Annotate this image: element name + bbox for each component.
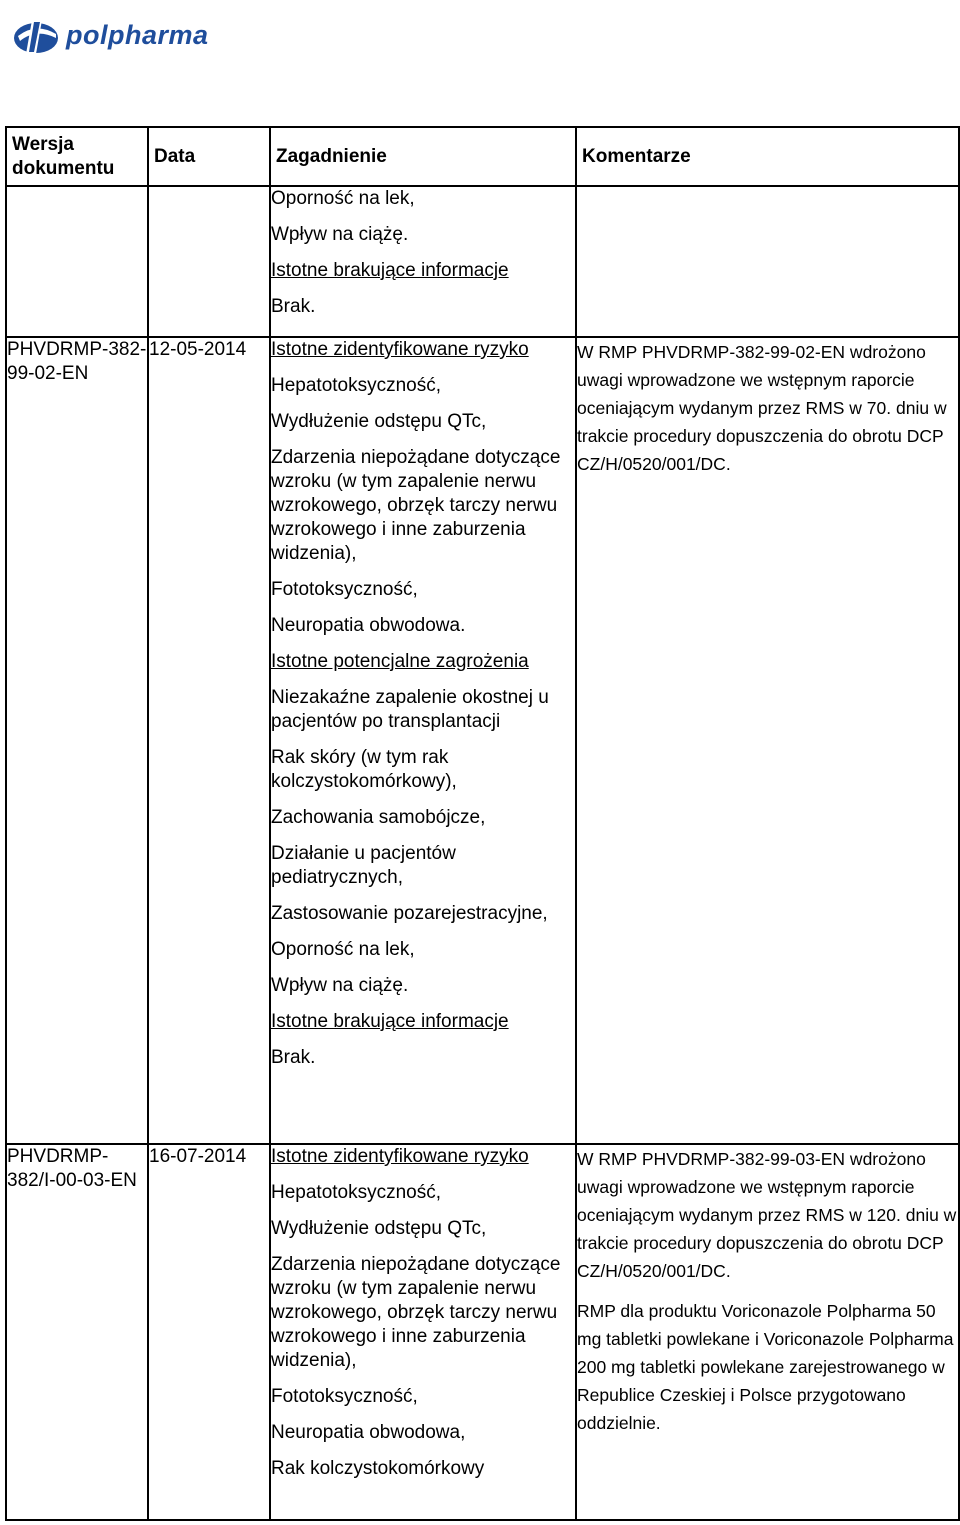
topic-heading: Istotne brakujące informacje <box>271 1011 509 1032</box>
date-cell: 12-05-2014 <box>148 337 270 1144</box>
topic-item: Zdarzenia niepożądane dotyczące wzroku (w tym zapalenie nerwu wzrokowego, obrzęk tarczy nerwu wzrokowego i inne zaburzenia widzenia), <box>271 1254 561 1371</box>
date-cell <box>148 186 270 337</box>
topic-item: Wpływ na ciążę. <box>271 975 409 996</box>
version-cell: PHVDRMP-382/I-00-03-EN <box>6 1144 148 1520</box>
topic-heading: Istotne potencjalne zagrożenia <box>271 651 529 672</box>
logo-text: polpharma <box>66 19 209 50</box>
company-logo <box>12 12 209 58</box>
table-row <box>6 186 959 337</box>
topic-item: Brak. <box>271 296 316 317</box>
version-cell <box>6 186 148 337</box>
table-row <box>6 1144 959 1520</box>
topic-item: Neuropatia obwodowa, <box>271 1422 466 1443</box>
topic-item: Niezakaźne zapalenie okostnej u pacjentów po transplantacji <box>271 687 549 732</box>
topic-item: Oporność na lek, <box>271 939 415 960</box>
topic-item: Rak kolczystokomórkowy <box>271 1458 485 1479</box>
topic-item: Oporność na lek, <box>271 188 415 209</box>
topic-heading: Istotne zidentyfikowane ryzyko <box>271 1146 529 1167</box>
header-version: Wersja dokumentu <box>6 127 148 186</box>
topic-item: Działanie u pacjentów pediatrycznych, <box>271 843 456 888</box>
polpharma-logo-icon <box>12 14 60 56</box>
comment-cell <box>576 186 959 337</box>
comment-text: W RMP PHVDRMP-382-99-03-EN wdrożono uwagi wprowadzone we wstępnym raporcie oceniającym wydanym przez RMS w 120. dniu w trakcie procedury dopuszczenia do obrotu DCP CZ/H/0520/001/DC. <box>577 1149 957 1281</box>
comment-cell <box>576 337 959 1144</box>
date-cell: 16-07-2014 <box>148 1144 270 1520</box>
topic-cell <box>270 337 576 1144</box>
header-topic: Zagadnienie <box>270 127 576 186</box>
table-row <box>6 337 959 1144</box>
topic-item: Zastosowanie pozarejestracyjne, <box>271 903 548 924</box>
topic-item: Zachowania samobójcze, <box>271 807 486 828</box>
topic-heading: Istotne brakujące informacje <box>271 260 509 281</box>
topic-cell <box>270 186 576 337</box>
topic-item: Hepatotoksyczność, <box>271 1182 442 1203</box>
topic-item: Brak. <box>271 1047 316 1068</box>
topic-item: Wydłużenie odstępu QTc, <box>271 411 487 432</box>
table-header-row <box>6 127 959 186</box>
header-date: Data <box>148 127 270 186</box>
version-cell: PHVDRMP-382-99-02-EN <box>6 337 148 1144</box>
document-history-table <box>5 126 960 1521</box>
topic-item: Wydłużenie odstępu QTc, <box>271 1218 487 1239</box>
comment-text: RMP dla produktu Voriconazole Polpharma 50 mg tabletki powlekane i Voriconazole Polpharma 200 mg tabletki powlekane zarejestrowanego w Republice Czeskiej i Polsce przygotowano oddzielnie. <box>577 1301 954 1433</box>
topic-item: Zdarzenia niepożądane dotyczące wzroku (w tym zapalenie nerwu wzrokowego, obrzęk tarczy nerwu wzrokowego i inne zaburzenia widzenia), <box>271 447 561 564</box>
comment-text: W RMP PHVDRMP-382-99-02-EN wdrożono uwagi wprowadzone we wstępnym raporcie oceniającym wydanym przez RMS w 70. dniu w trakcie procedury dopuszczenia do obrotu DCP CZ/H/0520/001/DC. <box>577 342 947 474</box>
topic-item: Fototoksyczność, <box>271 579 418 600</box>
topic-item: Hepatotoksyczność, <box>271 375 442 396</box>
topic-item: Rak skóry (w tym rak kolczystokomórkowy), <box>271 747 457 792</box>
topic-cell <box>270 1144 576 1520</box>
topic-item: Wpływ na ciążę. <box>271 224 409 245</box>
header-comments: Komentarze <box>576 127 959 186</box>
comment-cell <box>576 1144 959 1520</box>
topic-heading: Istotne zidentyfikowane ryzyko <box>271 339 529 360</box>
topic-item: Fototoksyczność, <box>271 1386 418 1407</box>
topic-item: Neuropatia obwodowa. <box>271 615 466 636</box>
